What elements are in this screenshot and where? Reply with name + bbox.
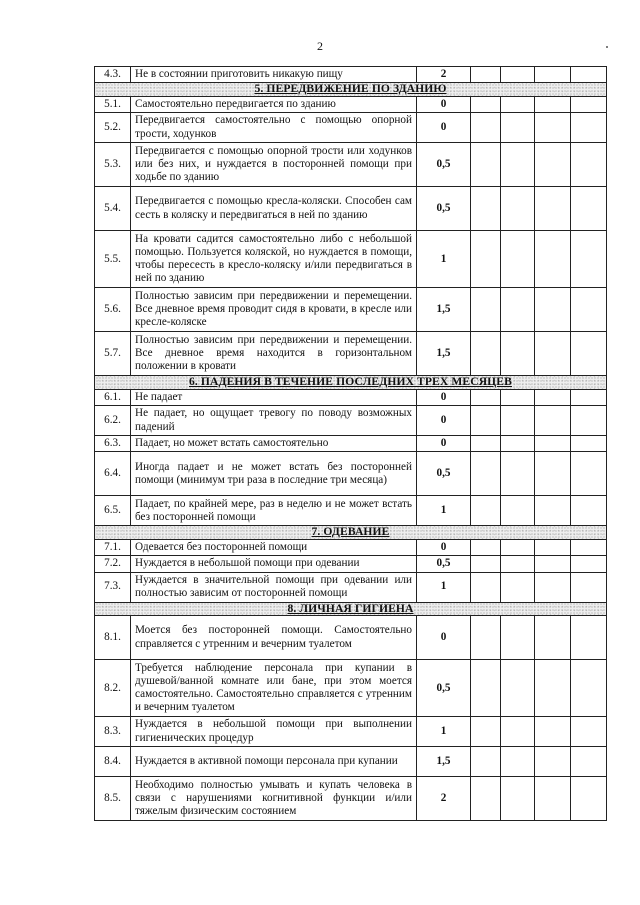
mark-cell xyxy=(571,67,607,83)
mark-cell xyxy=(535,113,571,143)
mark-cell xyxy=(471,452,501,496)
section-title: 7. ОДЕВАНИЕ xyxy=(311,525,390,539)
item-number: 8.2. xyxy=(95,660,131,717)
mark-cell xyxy=(501,777,535,821)
mark-cell xyxy=(471,556,501,572)
mark-cell xyxy=(535,389,571,405)
mark-cell xyxy=(501,539,535,555)
mark-cell xyxy=(535,556,571,572)
item-number: 8.4. xyxy=(95,747,131,777)
section-title: 8. ЛИЧНАЯ ГИГИЕНА xyxy=(287,602,414,615)
mark-cell xyxy=(501,389,535,405)
mark-cell xyxy=(535,777,571,821)
section-header-row xyxy=(95,526,607,540)
mark-cell xyxy=(535,452,571,496)
mark-cell xyxy=(471,332,501,376)
item-description: Передвигается с помощью кресла-коляски. Способен сам сесть в коляску и передвигаться в ней по зданию xyxy=(131,187,417,231)
mark-cell xyxy=(571,616,607,660)
mark-cell xyxy=(501,496,535,526)
table-row xyxy=(95,96,607,112)
mark-cell xyxy=(501,556,535,572)
mark-cell xyxy=(535,660,571,717)
section-header-cell xyxy=(95,526,607,540)
section-header-row xyxy=(95,376,607,390)
mark-cell xyxy=(471,406,501,436)
mark-cell xyxy=(471,572,501,602)
item-description: Необходимо полностью умывать и купать человека в связи с нарушениями когнитивной функции и/или тяжелым физическим состоянием xyxy=(131,777,417,821)
mark-cell xyxy=(535,539,571,555)
mark-cell xyxy=(501,288,535,332)
item-score: 1 xyxy=(417,717,471,747)
mark-cell xyxy=(535,747,571,777)
mark-cell xyxy=(571,660,607,717)
mark-cell xyxy=(501,452,535,496)
section-header-cell xyxy=(95,376,607,390)
item-score: 1 xyxy=(417,572,471,602)
mark-cell xyxy=(571,496,607,526)
mark-cell xyxy=(501,143,535,187)
item-score: 0 xyxy=(417,616,471,660)
item-description: Моется без посторонней помощи. Самостоятельно справляется с утренним и вечерним туалетом xyxy=(131,616,417,660)
section-header-row xyxy=(95,83,607,97)
table-row xyxy=(95,556,607,572)
item-score: 0 xyxy=(417,113,471,143)
mark-cell xyxy=(501,67,535,83)
item-score: 1,5 xyxy=(417,288,471,332)
mark-cell xyxy=(501,231,535,288)
item-number: 6.2. xyxy=(95,406,131,436)
mark-cell xyxy=(571,96,607,112)
mark-cell xyxy=(571,747,607,777)
item-description: Полностью зависим при передвижении и перемещении. Все дневное время проводит сидя в кровати, в кресле или кресле-коляске xyxy=(131,288,417,332)
mark-cell xyxy=(571,556,607,572)
section-header-cell xyxy=(95,602,607,616)
item-description: Передвигается с помощью опорной трости или ходунков или без них, и нуждается в посторонней помощи при ходьбе по зданию xyxy=(131,143,417,187)
item-score: 0 xyxy=(417,539,471,555)
item-number: 6.3. xyxy=(95,436,131,452)
item-description: Полностью зависим при передвижении и перемещении. Все дневное время находится в горизонтальном положении в кровати xyxy=(131,332,417,376)
section-title: 6. ПАДЕНИЯ В ТЕЧЕНИЕ ПОСЛЕДНИХ ТРЕХ МЕСЯЦЕВ xyxy=(189,375,512,389)
mark-cell xyxy=(571,288,607,332)
table-row xyxy=(95,777,607,821)
table-row xyxy=(95,717,607,747)
item-number: 7.3. xyxy=(95,572,131,602)
mark-cell xyxy=(501,572,535,602)
mark-cell xyxy=(471,113,501,143)
mark-cell xyxy=(471,616,501,660)
item-number: 6.4. xyxy=(95,452,131,496)
mark-cell xyxy=(571,143,607,187)
mark-cell xyxy=(535,67,571,83)
mark-cell xyxy=(471,436,501,452)
item-description: Самостоятельно передвигается по зданию xyxy=(131,96,417,112)
table-row xyxy=(95,406,607,436)
item-description: Требуется наблюдение персонала при купании в душевой/ванной комнате или бане, при этом моется самостоятельно. Самостоятельно справляется с утренним и вечерним туалетом xyxy=(131,660,417,717)
mark-cell xyxy=(535,96,571,112)
table-row xyxy=(95,539,607,555)
item-description: Нуждается в значительной помощи при одевании или полностью зависим от посторонней помощи xyxy=(131,572,417,602)
mark-cell xyxy=(471,187,501,231)
mark-cell xyxy=(571,187,607,231)
item-description: Падает, по крайней мере, раз в неделю и не может встать без посторонней помощи xyxy=(131,496,417,526)
item-score: 0,5 xyxy=(417,452,471,496)
table-row xyxy=(95,67,607,83)
mark-cell xyxy=(535,231,571,288)
item-number: 5.4. xyxy=(95,187,131,231)
mark-cell xyxy=(501,436,535,452)
mark-cell xyxy=(501,717,535,747)
mark-cell xyxy=(535,332,571,376)
mark-cell xyxy=(501,660,535,717)
item-description: Падает, но может встать самостоятельно xyxy=(131,436,417,452)
item-score: 0,5 xyxy=(417,143,471,187)
table-row xyxy=(95,436,607,452)
item-score: 2 xyxy=(417,67,471,83)
item-number: 4.3. xyxy=(95,67,131,83)
item-score: 0,5 xyxy=(417,556,471,572)
mark-cell xyxy=(501,616,535,660)
mark-cell xyxy=(471,389,501,405)
mark-cell xyxy=(571,572,607,602)
item-description: Одевается без посторонней помощи xyxy=(131,539,417,555)
assessment-table xyxy=(94,66,607,821)
mark-cell xyxy=(535,288,571,332)
item-description: Иногда падает и не может встать без посторонней помощи (минимум три раза в последние три месяца) xyxy=(131,452,417,496)
mark-cell xyxy=(501,96,535,112)
mark-cell xyxy=(535,496,571,526)
table-row xyxy=(95,496,607,526)
table-row xyxy=(95,187,607,231)
mark-cell xyxy=(535,143,571,187)
table-row xyxy=(95,288,607,332)
mark-cell xyxy=(471,96,501,112)
item-number: 6.1. xyxy=(95,389,131,405)
item-description: Нуждается в активной помощи персонала при купании xyxy=(131,747,417,777)
mark-cell xyxy=(471,67,501,83)
scan-speck xyxy=(606,46,608,48)
mark-cell xyxy=(571,539,607,555)
section-title: 5. ПЕРЕДВИЖЕНИЕ ПО ЗДАНИЮ xyxy=(254,82,447,96)
item-score: 2 xyxy=(417,777,471,821)
mark-cell xyxy=(571,113,607,143)
mark-cell xyxy=(471,660,501,717)
item-score: 1 xyxy=(417,496,471,526)
mark-cell xyxy=(571,717,607,747)
table-row xyxy=(95,389,607,405)
table-row xyxy=(95,113,607,143)
item-number: 5.1. xyxy=(95,96,131,112)
item-number: 5.3. xyxy=(95,143,131,187)
item-description: Не в состоянии приготовить никакую пищу xyxy=(131,67,417,83)
mark-cell xyxy=(501,747,535,777)
item-number: 5.2. xyxy=(95,113,131,143)
table-row xyxy=(95,143,607,187)
item-description: Не падает, но ощущает тревогу по поводу возможных падений xyxy=(131,406,417,436)
mark-cell xyxy=(501,406,535,436)
item-number: 6.5. xyxy=(95,496,131,526)
item-number: 8.3. xyxy=(95,717,131,747)
item-number: 5.5. xyxy=(95,231,131,288)
mark-cell xyxy=(535,187,571,231)
mark-cell xyxy=(535,616,571,660)
item-score: 0,5 xyxy=(417,187,471,231)
mark-cell xyxy=(501,332,535,376)
mark-cell xyxy=(571,389,607,405)
section-header-cell xyxy=(95,83,607,97)
table-row xyxy=(95,747,607,777)
table-row xyxy=(95,660,607,717)
item-number: 8.1. xyxy=(95,616,131,660)
item-score: 0 xyxy=(417,436,471,452)
item-number: 5.7. xyxy=(95,332,131,376)
mark-cell xyxy=(501,113,535,143)
table-row xyxy=(95,572,607,602)
mark-cell xyxy=(535,436,571,452)
mark-cell xyxy=(471,231,501,288)
mark-cell xyxy=(471,717,501,747)
mark-cell xyxy=(571,332,607,376)
item-description: Не падает xyxy=(131,389,417,405)
mark-cell xyxy=(471,747,501,777)
section-header-row xyxy=(95,602,607,616)
mark-cell xyxy=(571,452,607,496)
mark-cell xyxy=(471,539,501,555)
mark-cell xyxy=(535,572,571,602)
mark-cell xyxy=(571,231,607,288)
table-row xyxy=(95,332,607,376)
item-score: 0,5 xyxy=(417,660,471,717)
mark-cell xyxy=(535,406,571,436)
item-score: 0 xyxy=(417,96,471,112)
mark-cell xyxy=(471,288,501,332)
mark-cell xyxy=(571,777,607,821)
item-score: 0 xyxy=(417,406,471,436)
mark-cell xyxy=(535,717,571,747)
item-score: 1 xyxy=(417,231,471,288)
item-description: На кровати садится самостоятельно либо с небольшой помощью. Пользуется коляской, но нуждается в помощи, чтобы пересесть в кресло-коляску и/или передвигаться в ней по зданию xyxy=(131,231,417,288)
mark-cell xyxy=(471,496,501,526)
item-number: 7.1. xyxy=(95,539,131,555)
table-row xyxy=(95,616,607,660)
table-row xyxy=(95,452,607,496)
item-number: 5.6. xyxy=(95,288,131,332)
item-score: 1,5 xyxy=(417,332,471,376)
mark-cell xyxy=(571,436,607,452)
mark-cell xyxy=(571,406,607,436)
mark-cell xyxy=(471,143,501,187)
mark-cell xyxy=(501,187,535,231)
mark-cell xyxy=(471,777,501,821)
table-body xyxy=(95,67,607,821)
page-number: 2 xyxy=(317,39,323,53)
item-score: 0 xyxy=(417,389,471,405)
item-description: Нуждается в небольшой помощи при одевании xyxy=(131,556,417,572)
item-description: Передвигается самостоятельно с помощью опорной трости, ходунков xyxy=(131,113,417,143)
item-description: Нуждается в небольшой помощи при выполнении гигиенических процедур xyxy=(131,717,417,747)
item-score: 1,5 xyxy=(417,747,471,777)
item-number: 7.2. xyxy=(95,556,131,572)
table-row xyxy=(95,231,607,288)
item-number: 8.5. xyxy=(95,777,131,821)
